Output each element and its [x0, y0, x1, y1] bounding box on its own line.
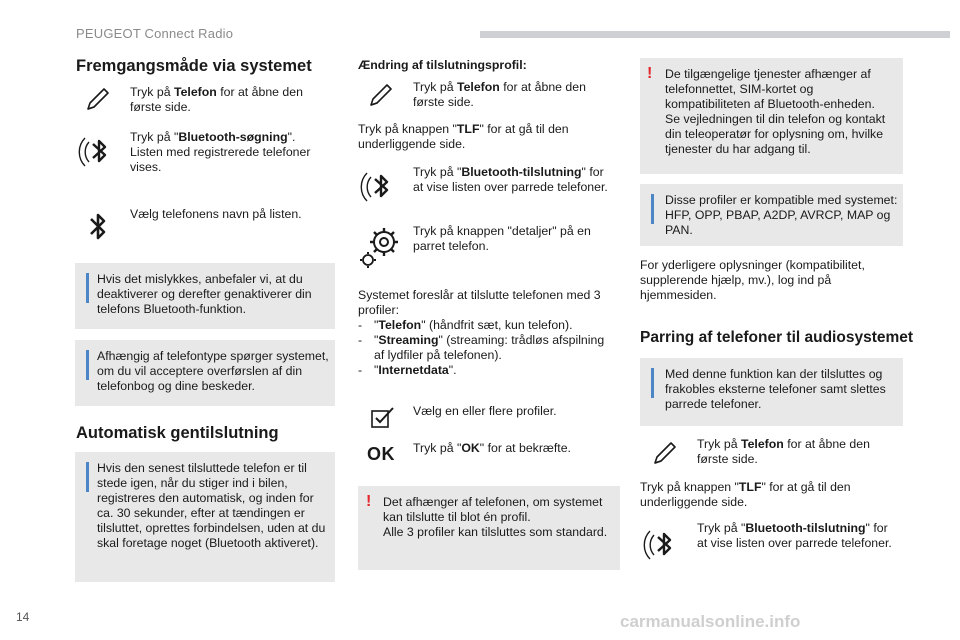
info-text-phonebook: Afhængig af telefontype spørger systemet, om du vil acceptere overførslen af din telefonbog og dine beskeder. — [97, 349, 329, 393]
bluetooth-search-icon — [78, 130, 120, 174]
step-bluetooth-search: Tryk på "Bluetooth-søgning". Listen med registrerede telefoner vises. — [130, 130, 311, 174]
info-bar — [86, 350, 89, 380]
step-bluetooth-connection: Tryk på "Bluetooth-tilslutning" for at vise listen over parrede telefoner. — [413, 165, 608, 194]
heading-pairing-audio: Parring af telefoner til audiosystemet — [640, 329, 914, 346]
info-text-auto-reconnect: Hvis den senest tilsluttede telefon er til stede igen, når du stiger ind i bilen, registreres den automatisk, og inden for ca. 30 sekunder, efter at tændingen er tilsluttet, oprettes forbindelsen, uden at du skal foretage noget (Bluetooth aktiveret). — [97, 461, 326, 550]
more-info-text: For yderligere oplysninger (kompatibilitet, supplerende hjælp, mv.), log ind på hjemmesiden. — [640, 258, 865, 302]
step-press-ok: Tryk på "OK" for at bekræfte. — [413, 441, 571, 455]
info-box-auto-reconnect — [75, 452, 335, 582]
step-select-profiles: Vælg en eller flere profiler. — [413, 404, 557, 418]
gear-icon — [358, 222, 404, 270]
header-divider-bar — [480, 31, 950, 38]
info-text-pairing: Med denne funktion kan der tilsluttes og frakobles eksterne telefoner samt slettes parrede telefoner. — [665, 367, 886, 411]
heading-change-profile: Ændring af tilslutningsprofil: — [358, 58, 527, 72]
page-number: 14 — [16, 610, 30, 624]
warning-icon: ! — [647, 65, 653, 82]
pen-icon — [652, 440, 678, 466]
checkbox-edit-icon — [370, 405, 396, 429]
step-press-telefon-3: Tryk på Telefon for at åbne den første side. — [697, 437, 870, 466]
bluetooth-search-icon — [643, 523, 685, 567]
info-box-pairing — [640, 358, 903, 426]
info-box-profiles-compatible — [640, 184, 903, 246]
profile-list — [358, 318, 616, 378]
warning-box-profile — [358, 486, 620, 570]
profile-item-internetdata: - "Internetdata". — [358, 363, 457, 377]
step-bluetooth-connection-2: Tryk på "Bluetooth-tilslutning" for at vise listen over parrede telefoner. — [697, 521, 892, 550]
warning-text-profile: Det afhænger af telefonen, om systemet kan tilslutte til blot én profil. Alle 3 profiler kan tilsluttes som standard. — [383, 495, 608, 539]
info-bar — [86, 462, 89, 492]
info-bar — [86, 273, 89, 303]
pen-icon — [368, 82, 394, 108]
info-box-failure — [75, 263, 335, 329]
step-press-tlf: Tryk på knappen "TLF" for at gå til den underliggende side. — [358, 122, 569, 151]
profile-item-streaming: - "Streaming" (streaming: trådløs afspilning af lydfiler på telefonen). — [358, 333, 605, 362]
info-bar — [651, 368, 654, 398]
bluetooth-icon — [88, 210, 108, 244]
step-press-tlf-2: Tryk på knappen "TLF" for at gå til den underliggende side. — [640, 480, 851, 509]
heading-procedure-via-system: Fremgangsmåde via systemet — [76, 57, 312, 75]
step-select-phone-name: Vælg telefonens navn på listen. — [130, 207, 302, 221]
info-box-phonebook — [75, 340, 335, 406]
running-header-title: PEUGEOT Connect Radio — [76, 26, 234, 41]
ok-button-icon: OK — [367, 444, 395, 464]
heading-automatic-reconnection: Automatisk gentilslutning — [76, 424, 279, 442]
warning-box-services — [640, 58, 903, 174]
warning-text-services: De tilgængelige tjenester afhænger af telefonnettet, SIM-kortet og kompatibiliteten af Bluetooth-enheden. Se vejledningen til din telefon og kontakt din teleoperatør for oplysning om, hvilke tjenester du har adgang til. — [665, 67, 886, 156]
info-bar — [651, 194, 654, 224]
step-press-telefon-2: Tryk på Telefon for at åbne den første side. — [413, 80, 586, 109]
step-details-button: Tryk på knappen "detaljer" på en parret telefon. — [413, 224, 591, 253]
profiles-intro: Systemet foreslår at tilslutte telefonen med 3 profiler: — [358, 288, 601, 317]
profile-item-telefon: - "Telefon" (håndfrit sæt, kun telefon). — [358, 318, 573, 332]
bluetooth-search-icon — [360, 165, 402, 209]
step-press-telefon: Tryk på Telefon for at åbne den første side. — [130, 85, 303, 114]
warning-icon: ! — [366, 493, 372, 510]
pen-icon — [85, 86, 111, 112]
watermark: carmanualsonline.info — [620, 612, 801, 631]
info-text-failure: Hvis det mislykkes, anbefaler vi, at du deaktiverer og derefter genaktiverer din telefons Bluetooth-funktion. — [97, 272, 312, 316]
info-text-profiles-compatible: Disse profiler er kompatible med systemet: HFP, OPP, PBAP, A2DP, AVRCP, MAP og PAN. — [665, 193, 898, 237]
